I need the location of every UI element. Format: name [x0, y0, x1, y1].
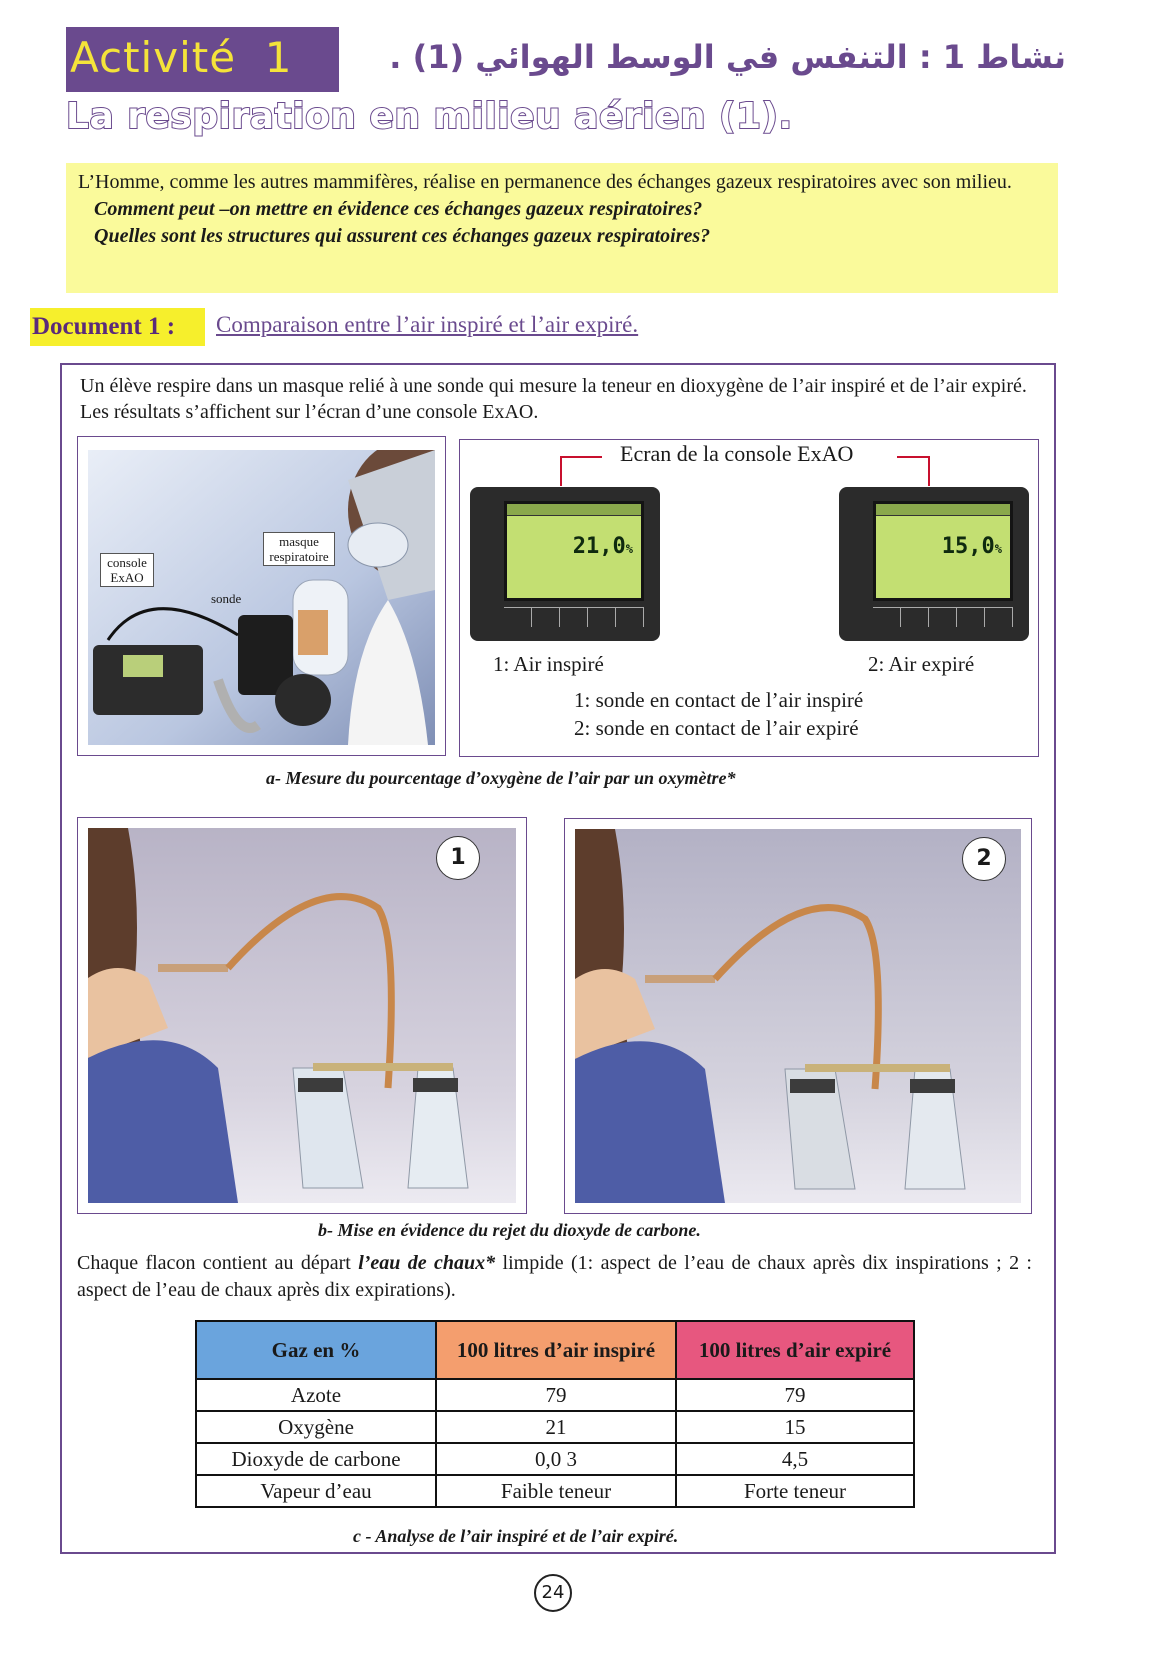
limewater-photo-2-illustration [575, 829, 1021, 1203]
badge-2: 2 [962, 837, 1006, 881]
note-inspired: 1: sonde en contact de l’air inspiré [574, 688, 864, 712]
header-gas: Gaz en % [196, 1321, 436, 1379]
arabic-title: نشاط 1 : التنفس في الوسط الهوائي (1) . [389, 38, 1066, 76]
bracket-left-stem [560, 456, 562, 486]
page-number: 24 [534, 1574, 572, 1612]
exao-screen-expired [873, 501, 1013, 601]
photo-frame-b2 [564, 818, 1032, 1214]
reading-inspired: 21,0% [572, 534, 633, 559]
table-row: Azote 79 79 [196, 1379, 914, 1411]
exao-screen-inspired [504, 501, 644, 601]
gas-analysis-table [195, 1320, 915, 1508]
activity-label: Activité 1 [70, 33, 293, 82]
screen-header-bar [876, 504, 1010, 516]
bracket-right [897, 456, 930, 458]
note-expired: 2: sonde en contact de l’air expiré [574, 716, 859, 740]
oxymeter-photo-illustration [88, 450, 435, 745]
intro-question-1: Comment peut –on mettre en évidence ces échanges gazeux respiratoires? [94, 198, 703, 220]
device-keys [873, 607, 1013, 627]
badge-1: 1 [436, 836, 480, 880]
label-air-expired: 2: Air expiré [868, 652, 975, 676]
limewater-photo-1-illustration [88, 828, 516, 1203]
label-sonde: sonde [211, 591, 242, 606]
table-row: Vapeur d’eau Faible teneur Forte teneur [196, 1475, 914, 1507]
table-row: Oxygène 21 15 [196, 1411, 914, 1443]
exao-screen-title: Ecran de la console ExAO [620, 441, 854, 466]
caption-c: c - Analyse de l’air inspiré et de l’air expiré. [353, 1526, 679, 1546]
limewater-term: l’eau de chaux* [358, 1252, 496, 1274]
photo-frame-b1 [77, 817, 527, 1214]
intro-text: L’Homme, comme les autres mammifères, réalise en permanence des échanges gazeux respiratoires avec son milieu. [78, 171, 1012, 193]
document-label: Document 1 : [30, 308, 205, 346]
exao-device-expired [839, 487, 1029, 641]
label-air-inspired: 1: Air inspiré [493, 652, 604, 676]
bracket-left [560, 456, 602, 458]
label-console-exao: console ExAO [100, 553, 154, 587]
caption-b: b- Mise en évidence du rejet du dioxyde de carbone. [318, 1220, 701, 1240]
photo-oxymeter-setup [88, 450, 435, 745]
photo-frame-a [77, 436, 446, 756]
reading-expired: 15,0% [941, 534, 1002, 559]
table-header-row [196, 1321, 914, 1379]
document-title: Comparaison entre l’air inspiré et l’air expiré. [216, 312, 639, 337]
label-masque: masque respiratoire [263, 532, 335, 566]
caption-a: a- Mesure du pourcentage d’oxygène de l’air par un oxymètre* [266, 768, 736, 788]
activity-banner [66, 27, 339, 92]
document-description: Un élève respire dans un masque relié à une sonde qui mesure la teneur en dioxygène de l’air inspiré et de l’air expiré. Les résultats s’affichent sur l’écran d’une console ExAO. [80, 375, 1027, 423]
intro-box [66, 163, 1058, 293]
header-expired: 100 litres d’air expiré [676, 1321, 914, 1379]
exao-device-inspired [470, 487, 660, 641]
header-inspired: 100 litres d’air inspiré [436, 1321, 676, 1379]
photo-limewater-2 [575, 829, 1021, 1203]
device-keys [504, 607, 644, 627]
photo-limewater-1 [88, 828, 516, 1203]
limewater-paragraph: Chaque flacon contient au départ l’eau de chaux* limpide (1: aspect de l’eau de chaux après dix inspirations ; 2 : aspect de l’eau de chaux après dix expirations). [77, 1252, 1032, 1301]
page-title: La respiration en milieu aérien (1). [66, 96, 793, 137]
table-row: Dioxyde de carbone 0,0 3 4,5 [196, 1443, 914, 1475]
screen-header-bar [507, 504, 641, 516]
intro-question-2: Quelles sont les structures qui assurent ces échanges gazeux respiratoires? [94, 225, 711, 247]
bracket-right-stem [928, 456, 930, 486]
